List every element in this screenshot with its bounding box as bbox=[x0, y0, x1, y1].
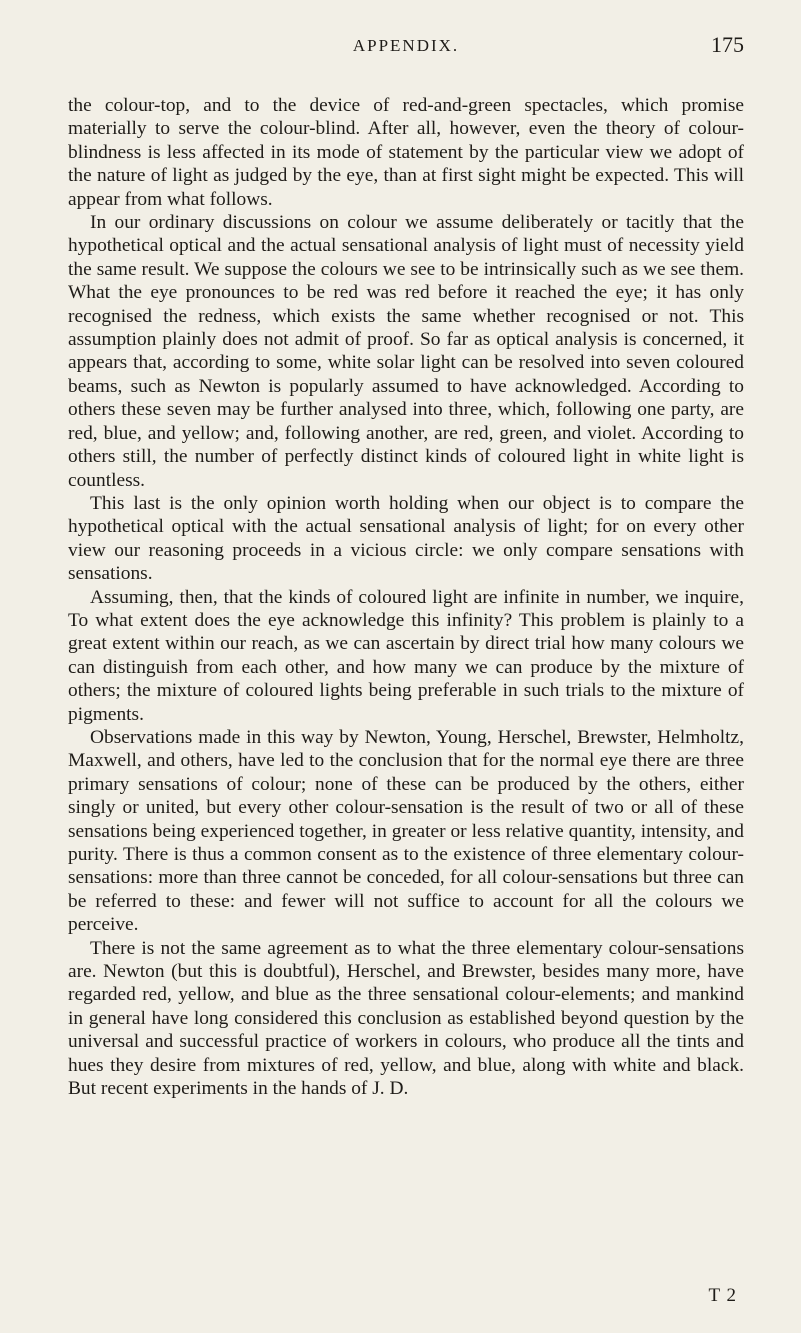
paragraph-4: Assuming, then, that the kinds of coloured light are infinite in number, we inquire, To what extent does the eye acknowledge this infinity? This problem is plainly to a great extent within our reach, as we can ascertain by direct trial how many colours we can distinguish from each other, and how many we can produce by the mixture of others; the mixture of coloured lights being preferable in such trials to the mixture of pigments. bbox=[68, 586, 744, 725]
page-header bbox=[68, 32, 744, 72]
paragraph-6: There is not the same agreement as to what the three elementary colour-sensations are. Newton (but this is doubtful), Herschel, and Brewster, besides many more, have regarded red, yellow, and blue as the three sensational colour-elements; and mankind in general have long considered this conclusion as established beyond question by the universal and successful practice of workers in colours, who produce all the tints and hues they desire from mixtures of red, yellow, and blue, along with white and black. But recent experiments in the hands of J. D. bbox=[68, 937, 744, 1100]
running-head: APPENDIX. bbox=[352, 36, 460, 55]
paragraph-5: Observations made in this way by Newton, Young, Herschel, Brewster, Helmholtz, Maxwell, and others, have led to the conclusion that for the normal eye there are three primary sensations of colour; none of these can be produced by the others, either singly or united, but every other colour-sensation is the result of two or all of these sensations being experienced together, in greater or less relative quantity, intensity, and purity. There is thus a common consent as to the existence of three elementary colour-sensations: more than three cannot be conceded, for all colour-sensations but three can be referred to these: and fewer will not suffice to account for all the colours we perceive. bbox=[68, 726, 744, 936]
paragraph-2: In our ordinary discussions on colour we assume deliberately or tacitly that the hypothetical optical and the actual sensational analysis of light must of necessity yield the same result. We suppose the colours we see to be intrinsically such as we see them. What the eye pronounces to be red was red before it reached the eye; it has only recognised the redness, which exists the same whether recognised or not. This assumption plainly does not admit of proof. So far as optical analysis is concerned, it appears that, according to some, white solar light can be resolved into seven coloured beams, such as Newton is popularly assumed to have acknowledged. According to others these seven may be further analysed into three, which, following one party, are red, blue, and yellow; and, following another, are red, green, and violet. According to others still, the number of perfectly distinct kinds of coloured light in white light is countless. bbox=[68, 212, 744, 491]
page-number: 175 bbox=[711, 32, 744, 57]
body-text bbox=[68, 94, 744, 1100]
paragraph-3: This last is the only opinion worth holding when our object is to compare the hypothetical optical with the actual sensational analysis of light; for on every other view our reasoning proceeds in a vicious circle: we only compare sensations with sensations. bbox=[68, 492, 744, 585]
signature-mark: T 2 bbox=[708, 1285, 737, 1306]
paragraph-1: the colour-top, and to the device of red-and-green spectacles, which promise materially to serve the colour-blind. After all, however, even the theory of colour-blindness is less affected in its mode of statement by the particular view we adopt of the nature of light as judged by the eye, than at first sight might be expected. This will appear from what follows. bbox=[68, 95, 744, 210]
